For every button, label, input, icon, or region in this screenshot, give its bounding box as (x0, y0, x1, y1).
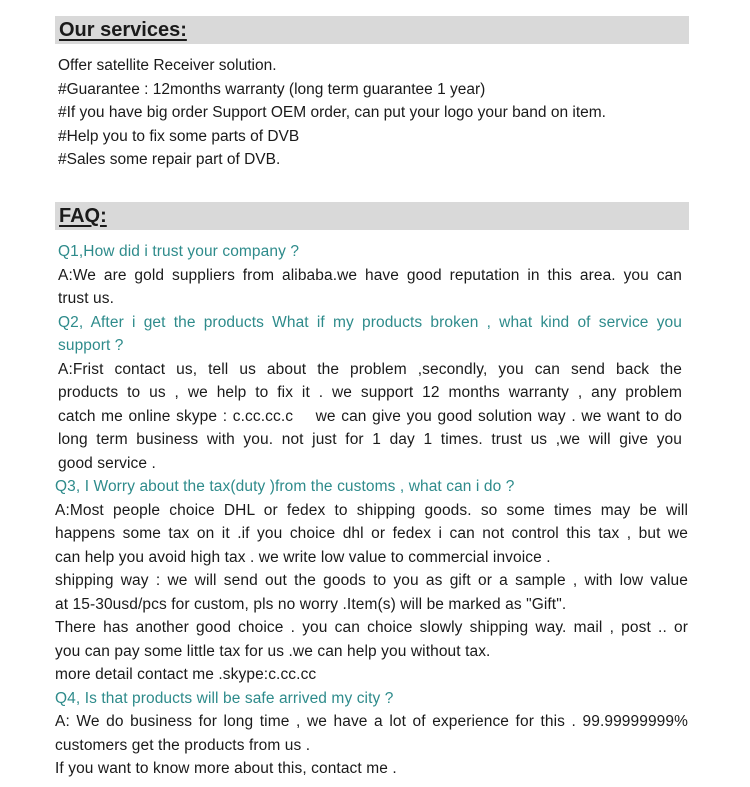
services-list (58, 54, 688, 172)
faq-content (58, 240, 682, 475)
services-line: Offer satellite Receiver solution. (58, 57, 277, 74)
faq-answer-3-line: at 15-30usd/pcs for custom, pls no worry .Item(s) will be marked as "Gift". (55, 595, 567, 613)
faq-answer-3-line: can help you avoid high tax . we write low value to commercial invoice . (55, 548, 551, 566)
faq-answer-4-line: A: We do business for long time , we have a lot of experience for this . 99.99999999% (55, 713, 688, 730)
faq-answer-2-line: good service . (58, 454, 156, 472)
faq-answer-3-line: happens some tax on it .if you choice dhl or fedex i can not control this tax , but we (55, 525, 688, 542)
services-heading-bar (55, 16, 689, 44)
faq-answer-2-line: long term business with you. not just for 1 day 1 times. trust us ,we will give you (58, 431, 682, 448)
faq-question-4: Q4, Is that products will be safe arrived my city ? (55, 689, 394, 707)
services-line: #Guarantee : 12months warranty (long term guarantee 1 year) (58, 80, 486, 98)
faq-answer-2-line: A:Frist contact us, tell us about the problem ,secondly, you can send back the (58, 360, 682, 378)
faq-heading: FAQ: (59, 205, 107, 227)
faq-heading-bar (55, 202, 689, 230)
faq-question-2: Q2, After i get the products What if my products broken , what kind of service you (58, 313, 682, 331)
services-line: #If you have big order Support OEM order, can put your logo your band on item. (58, 104, 606, 121)
faq-answer-4-line: If you want to know more about this, contact me . (55, 760, 397, 777)
faq-question-1: Q1,How did i trust your company ? (58, 243, 300, 260)
faq-answer-1-line: trust us. (58, 290, 115, 307)
faq-answer-3-line: you can pay some little tax for us .we can help you without tax. (55, 642, 491, 660)
faq-answer-3-line: There has another good choice . you can choice slowly shipping way. mail , post .. or (55, 619, 688, 636)
faq-answer-2-line: catch me online skype : c.cc.cc.c we can give you good solution way . we want to do (58, 407, 682, 425)
faq-question-2-cont: support ? (58, 337, 124, 354)
faq-answer-3-line: A:Most people choice DHL or fedex to shipping goods. so some times may be will (55, 501, 688, 519)
services-line: #Help you to fix some parts of DVB (58, 127, 300, 145)
faq-answer-2-line: products to us , we help to fix it . we support 12 months warranty , any problem (58, 384, 682, 401)
faq-answer-4-line: customers get the products from us . (55, 736, 311, 754)
faq-answer-3-line: shipping way : we will send out the goods to you as gift or a sample , with low value (55, 572, 688, 589)
faq-question-3: Q3, I Worry about the tax(duty )from the customs , what can i do ? (55, 478, 515, 495)
services-heading: Our services: (59, 19, 187, 41)
services-line: #Sales some repair part of DVB. (58, 151, 281, 168)
faq-answer-1-line: A:We are gold suppliers from alibaba.we have good reputation in this area. you can (58, 266, 682, 284)
faq-content-2 (55, 475, 688, 781)
faq-answer-3-line: more detail contact me .skype:c.cc.cc (55, 666, 317, 683)
